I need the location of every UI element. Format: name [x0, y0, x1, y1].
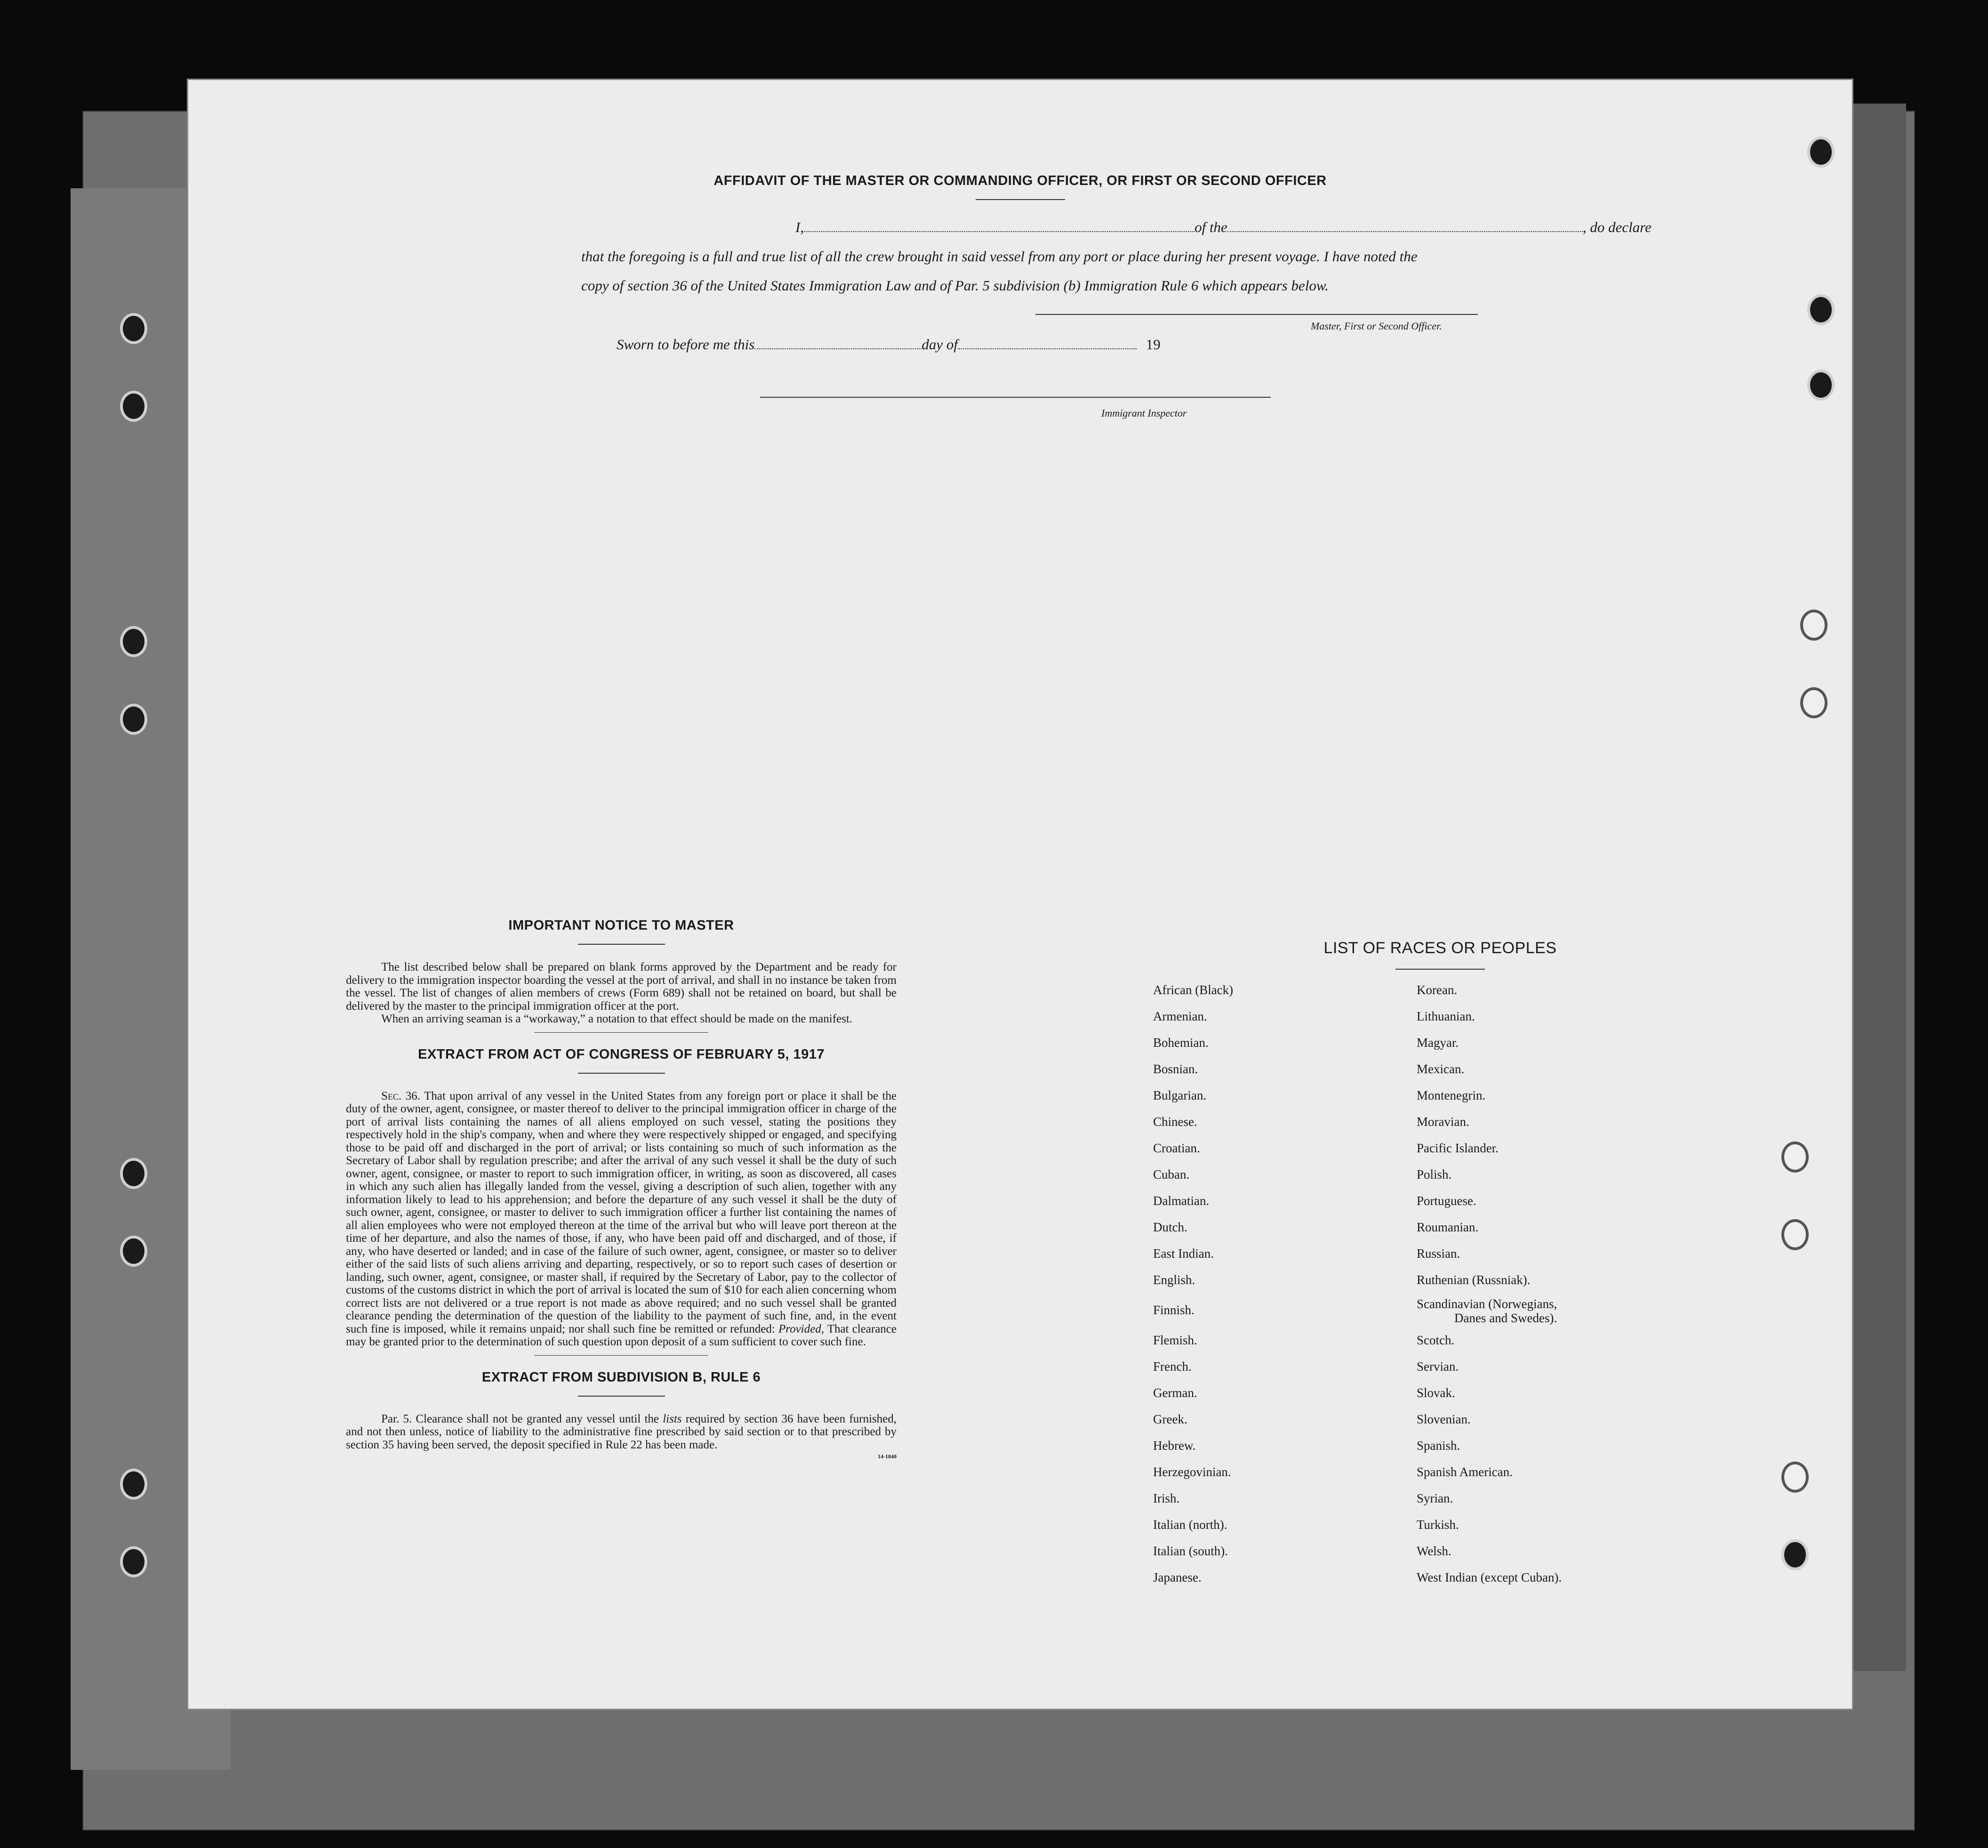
section-36-end: That clearance may be granted prior to the determination of such question upon deposit of a sum sufficient to cover such fine. — [346, 1322, 897, 1348]
punch-hole — [1807, 294, 1835, 325]
race-item: Spanish. — [1417, 1438, 1460, 1453]
inspector-signature-line — [760, 397, 1271, 398]
race-item: Dutch. — [1153, 1220, 1187, 1234]
vessel-blank — [1227, 217, 1583, 232]
race-item: Finnish. — [1153, 1303, 1194, 1317]
race-item: Italian (north). — [1153, 1518, 1227, 1532]
races-section — [1205, 939, 1675, 970]
race-item: Bulgarian. — [1153, 1088, 1207, 1102]
sworn-date-blank — [754, 334, 922, 349]
document-page — [188, 80, 1852, 1709]
races-title: LIST OF RACES OR PEOPLES — [1323, 939, 1557, 957]
sworn-month-blank — [958, 334, 1137, 349]
name-blank — [804, 217, 1194, 232]
race-item: Servian. — [1417, 1359, 1459, 1374]
race-item: Slovenian. — [1417, 1412, 1471, 1426]
notices-column — [346, 918, 897, 1460]
affidavit-section — [188, 173, 1852, 200]
extract-rule-paragraph — [346, 1413, 897, 1452]
punch-hole — [120, 1546, 147, 1577]
race-item: West Indian (except Cuban). — [1417, 1570, 1562, 1584]
race-item: African (Black) — [1153, 983, 1234, 997]
race-item: Magyar. — [1417, 1036, 1459, 1050]
race-item: Roumanian. — [1417, 1220, 1479, 1234]
race-item: Spanish American. — [1417, 1465, 1513, 1479]
punch-hole — [120, 1469, 147, 1500]
rule-text-b: required by section 36 have been furnished, and not then unless, notice of liability to the administrative fine prescribed by said section or to that prescribed by section 35 having been served, the deposit specified in Rule 22 has been made. — [346, 1412, 897, 1451]
race-item: Bohemian. — [1153, 1036, 1209, 1050]
notice-title: IMPORTANT NOTICE TO MASTER — [508, 918, 734, 933]
race-item: Scotch. — [1417, 1333, 1455, 1347]
section-36-text: That upon arrival of any vessel in the United States from any foreign port or place it shall be the duty of the owner, agent, consignee, or master thereof to deliver to the principal immigration officer in charge of the port of arrival lists containing the names of all aliens employed on such vessel, stating the positions they respectively hold in the ship's company, when and where they were respectively shipped or engaged, and specifying those to be paid off and discharged in the port of arrival; or lists containing so much of such information as the Secretary of Labor shall by regulation prescribe; and after the arrival of any such vessel it shall be the duty of such owner, agent, consignee, or master to report to such immigration officer, in writing, as soon as discovered, all cases in which any such alien has illegally landed from the vessel, giving a description of such alien, together with any information likely to lead to his apprehension; and before the departure of any such vessel it shall be the duty of such owner, agent, consignee, or master to deliver to such immigration officer a further list containing the names of all alien employees who were not employed thereon at the time of the arrival but who will leave port thereon at the time of her departure, and also the names of those, if any, who have been paid off and discharged, and of those, if any, who have deserted or landed; and in case of the failure of such owner, agent, consignee, or master so to deliver either of the said lists of such aliens arriving and departing, respectively, or so to report such cases of desertion or landing, such owner, agent, consignee, or master shall, if required by the Secretary of Labor, pay to the collector of customs of the customs district in which the port of arrival is located the sum of $10 for each alien concerning whom correct lists are not delivered or a true report is not made as above required; and no such vessel shall be granted clearance pending the determination of the question of the liability to the payment of such fine, and, in the event such fine is imposed, while it remains unpaid; nor shall such fine be remitted or refunded: — [346, 1089, 897, 1335]
affidavit-declare: , do declare — [1582, 219, 1651, 235]
races-left-column — [1153, 977, 1233, 1591]
affidavit-body — [581, 213, 1668, 300]
punch-hole — [120, 704, 147, 735]
race-item: Dalmatian. — [1153, 1194, 1210, 1208]
race-item-multiline — [1417, 1293, 1562, 1327]
affidavit-line-2: that the foregoing is a full and true list of all the crew brought in said vessel from any port or place during her present voyage. I have noted the — [581, 248, 1418, 265]
extract-act-rule — [578, 1073, 665, 1074]
sworn-prefix: Sworn to before me this — [617, 336, 755, 353]
master-caption: Master, First or Second Officer. — [1311, 320, 1442, 332]
race-item: Ruthenian (Russniak). — [1417, 1273, 1531, 1287]
inspector-caption: Immigrant Inspector — [1101, 407, 1187, 419]
notice-paragraph-2 — [346, 1012, 897, 1026]
affidavit-line-3: copy of section 36 of the United States Immigration Law and of Par. 5 subdivision (b) Immigration Rule 6 which appears below. — [581, 277, 1329, 294]
sworn-year: 19 — [1146, 336, 1161, 353]
punch-hole — [1807, 370, 1835, 401]
notice-para1-text: The list described below shall be prepared on blank forms approved by the Department and be ready for delivery to the immigration inspector boarding the vessel at the port of arrival, and shall in no instance be taken from the vessel. The list of changes of alien members of crews (Form 689) shall not be retained on board, but shall be delivered by the master to the principal immigration officer at the port. — [346, 961, 897, 1012]
affidavit-title: AFFIDAVIT OF THE MASTER OR COMMANDING OFFICER, OR FIRST OR SECOND OFFICER — [713, 173, 1327, 188]
race-item: Polish. — [1417, 1167, 1452, 1181]
punch-hole — [1781, 1141, 1809, 1173]
rule-lists-word: lists — [663, 1412, 682, 1425]
punch-hole — [120, 626, 147, 657]
race-item: Russian. — [1417, 1246, 1460, 1261]
race-item: Herzegovinian. — [1153, 1465, 1231, 1479]
punch-hole — [120, 1158, 147, 1189]
race-item: Irish. — [1153, 1491, 1180, 1505]
race-item: Portuguese. — [1417, 1194, 1476, 1208]
race-item: Moravian. — [1417, 1115, 1469, 1129]
race-item: Pacific Islander. — [1417, 1141, 1499, 1155]
race-item-line: Scandinavian (Norwegians, — [1417, 1297, 1557, 1311]
race-item: Korean. — [1417, 983, 1458, 997]
race-item: Mexican. — [1417, 1062, 1465, 1076]
race-item: Welsh. — [1417, 1544, 1451, 1558]
separator-rule — [534, 1032, 708, 1033]
race-item: Chinese. — [1153, 1115, 1197, 1129]
races-right-column — [1417, 977, 1562, 1591]
master-signature-line — [1035, 314, 1478, 315]
notice-paragraph-1 — [346, 961, 897, 1012]
notice-para2-text: When an arriving seaman is a “workaway,” a notation to that effect should be made on the manifest. — [381, 1012, 853, 1025]
punch-hole — [1781, 1219, 1809, 1250]
sworn-day-of: day of — [922, 336, 958, 353]
separator-rule — [534, 1355, 708, 1356]
race-item: Bosnian. — [1153, 1062, 1198, 1076]
race-item-line: Danes and Swedes). — [1454, 1311, 1557, 1325]
race-item: Hebrew. — [1153, 1438, 1196, 1453]
provided-word: Provided, — [778, 1322, 824, 1335]
punch-hole — [120, 1236, 147, 1267]
extract-act-title: EXTRACT FROM ACT OF CONGRESS OF FEBRUARY 5, 1917 — [417, 1046, 825, 1062]
race-item: English. — [1153, 1273, 1195, 1287]
race-item: French. — [1153, 1359, 1192, 1374]
sworn-line — [617, 334, 1161, 353]
race-item: Armenian. — [1153, 1009, 1207, 1023]
notice-rule — [578, 944, 665, 945]
extract-rule-title: EXTRACT FROM SUBDIVISION B, RULE 6 — [481, 1369, 761, 1385]
race-item: East Indian. — [1153, 1246, 1214, 1261]
race-item: Lithuanian. — [1417, 1009, 1475, 1023]
race-item: Montenegrin. — [1417, 1088, 1486, 1102]
punch-hole — [1807, 137, 1835, 168]
race-item: Syrian. — [1417, 1491, 1453, 1505]
race-item: Japanese. — [1153, 1570, 1202, 1584]
punch-hole — [1800, 610, 1828, 641]
race-item: German. — [1153, 1386, 1197, 1400]
affidavit-line-1 — [581, 213, 1668, 242]
punch-hole — [1800, 687, 1828, 718]
race-item: Slovak. — [1417, 1386, 1455, 1400]
affidavit-of-the: of the — [1194, 219, 1227, 235]
races-rule — [1395, 969, 1485, 970]
race-item: Flemish. — [1153, 1333, 1197, 1347]
extract-act-paragraph — [346, 1090, 897, 1349]
section-label: Sec. 36. — [381, 1089, 420, 1102]
race-item: Turkish. — [1417, 1518, 1459, 1532]
form-number: 14-1840 — [878, 1453, 897, 1460]
race-item: Cuban. — [1153, 1167, 1190, 1181]
rule-text-a: Par. 5. Clearance shall not be granted any vessel until the — [381, 1412, 659, 1425]
race-item: Italian (south). — [1153, 1544, 1228, 1558]
punch-hole — [120, 391, 147, 422]
race-item: Greek. — [1153, 1412, 1187, 1426]
extract-rule-rule — [578, 1396, 665, 1397]
affidavit-i: I, — [795, 219, 804, 235]
title-rule — [976, 199, 1065, 200]
punch-hole — [1781, 1539, 1809, 1570]
punch-hole — [120, 313, 147, 344]
race-item: Croatian. — [1153, 1141, 1200, 1155]
punch-hole — [1781, 1462, 1809, 1493]
